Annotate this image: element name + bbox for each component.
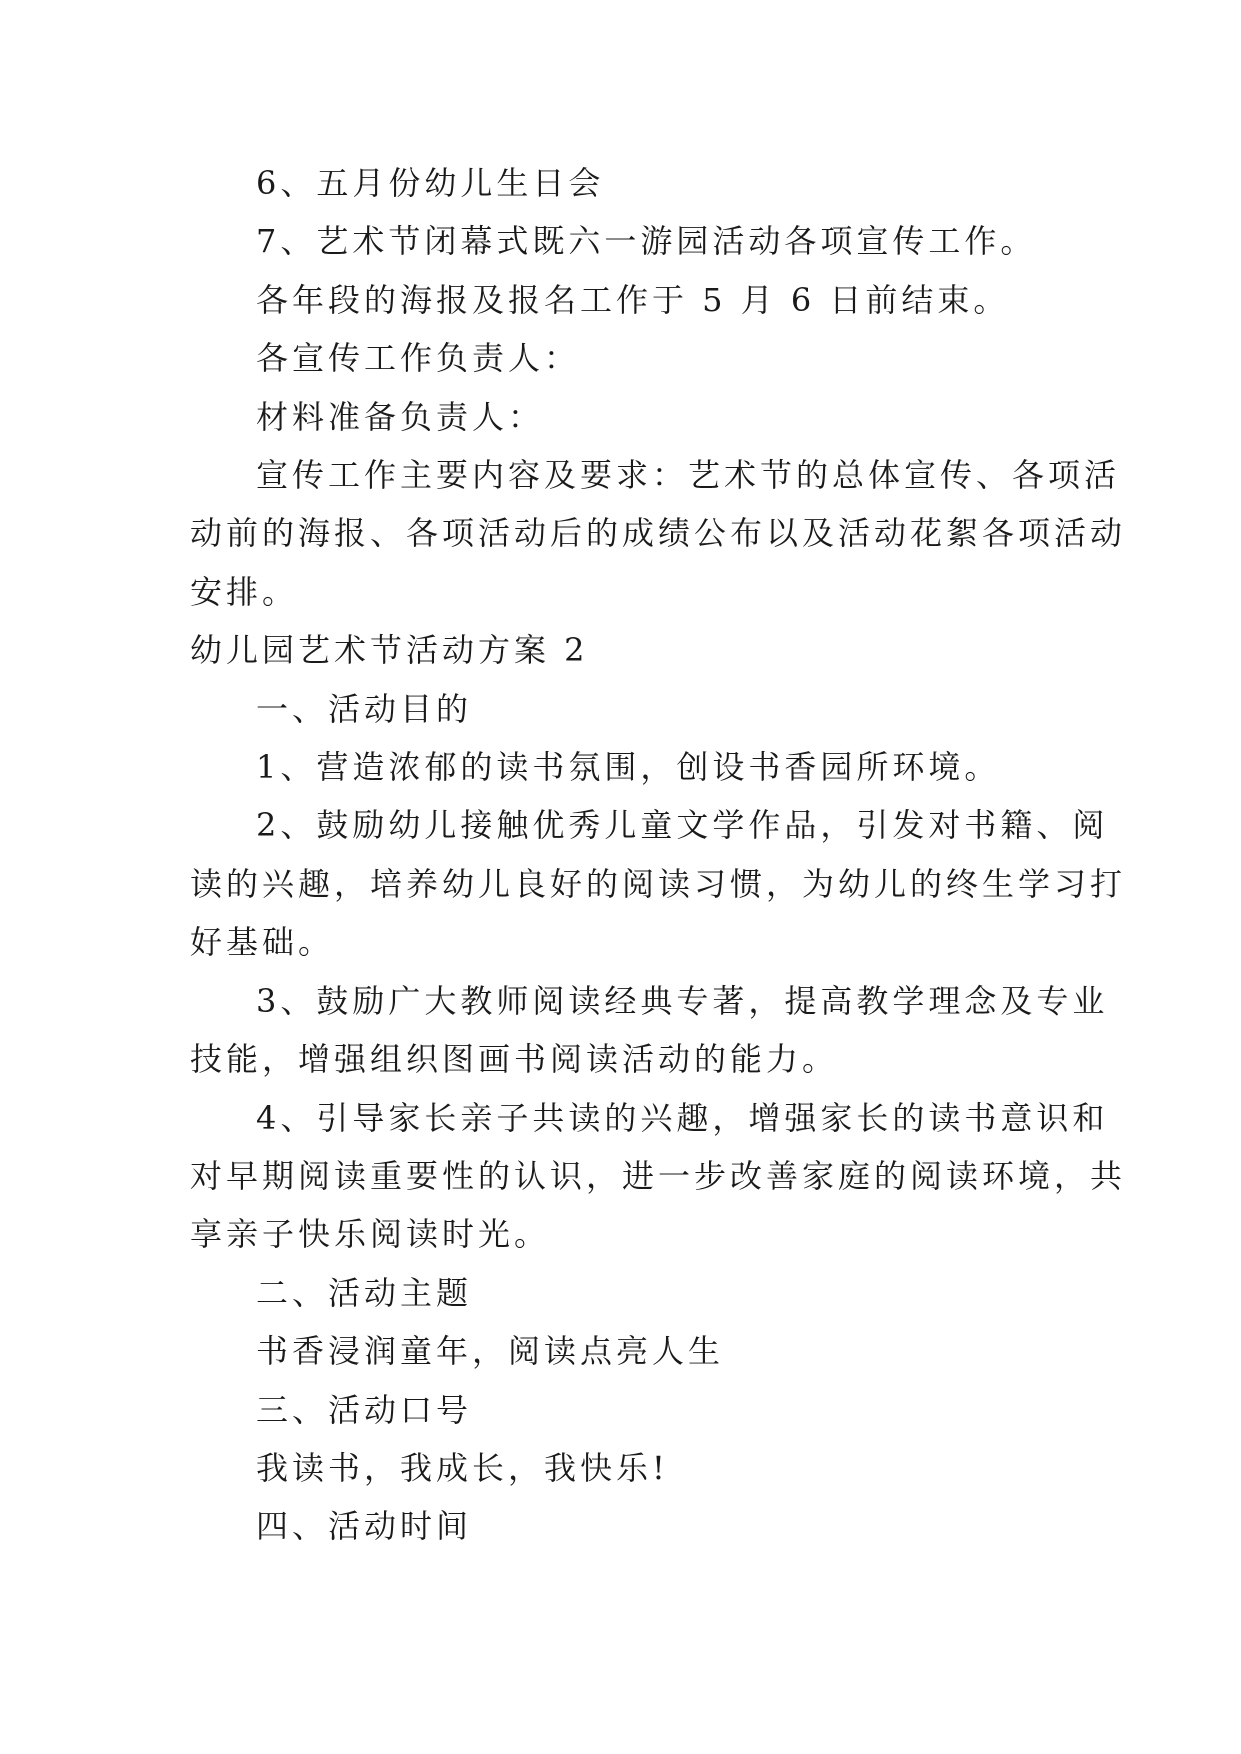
section-title: 幼儿园艺术节活动方案 2 [190,631,589,670]
list-item-continuation: 好基础。 [190,923,335,962]
list-item: 3、鼓励广大教师阅读经典专著，提高教学理念及专业 [256,981,1109,1020]
list-item-continuation: 享亲子快乐阅读时光。 [190,1215,551,1254]
document-body [190,154,1127,1556]
list-item: 2、鼓励幼儿接触优秀儿童文学作品，引发对书籍、阅 [256,806,1109,845]
list-item-continuation: 对早期阅读重要性的认识，进一步改善家庭的阅读环境，共 [190,1156,1127,1195]
list-item: 1、营造浓郁的读书氛围，创设书香园所环境。 [256,748,1001,787]
list-item: 4、引导家长亲子共读的兴趣，增强家长的读书意识和 [256,1098,1109,1137]
paragraph-line: 安排。 [190,572,299,611]
text-line: 各宣传工作负责人： [256,339,581,378]
paragraph-line: 宣传工作主要内容及要求：艺术节的总体宣传、各项活 [256,456,1121,495]
section-heading: 一、活动目的 [256,689,473,728]
section-heading: 三、活动口号 [256,1390,473,1429]
text-line: 材料准备负责人： [256,397,545,436]
text-line: 各年段的海报及报名工作于 5 月 6 日前结束。 [256,280,1010,319]
paragraph-line: 动前的海报、各项活动后的成绩公布以及活动花絮各项活动 [190,514,1127,553]
list-item-continuation: 技能，增强组织图画书阅读活动的能力。 [190,1040,839,1079]
text-line: 我读书，我成长，我快乐! [256,1448,669,1487]
text-line: 书香浸润童年，阅读点亮人生 [256,1332,725,1371]
section-heading: 四、活动时间 [256,1507,473,1546]
text-line: 6、五月份幼儿生日会 [256,164,605,202]
text-line: 7、艺术节闭幕式既六一游园活动各项宣传工作。 [256,222,1037,261]
list-item-continuation: 读的兴趣，培养幼儿良好的阅读习惯，为幼儿的终生学习打 [190,864,1127,903]
section-heading: 二、活动主题 [256,1273,473,1312]
